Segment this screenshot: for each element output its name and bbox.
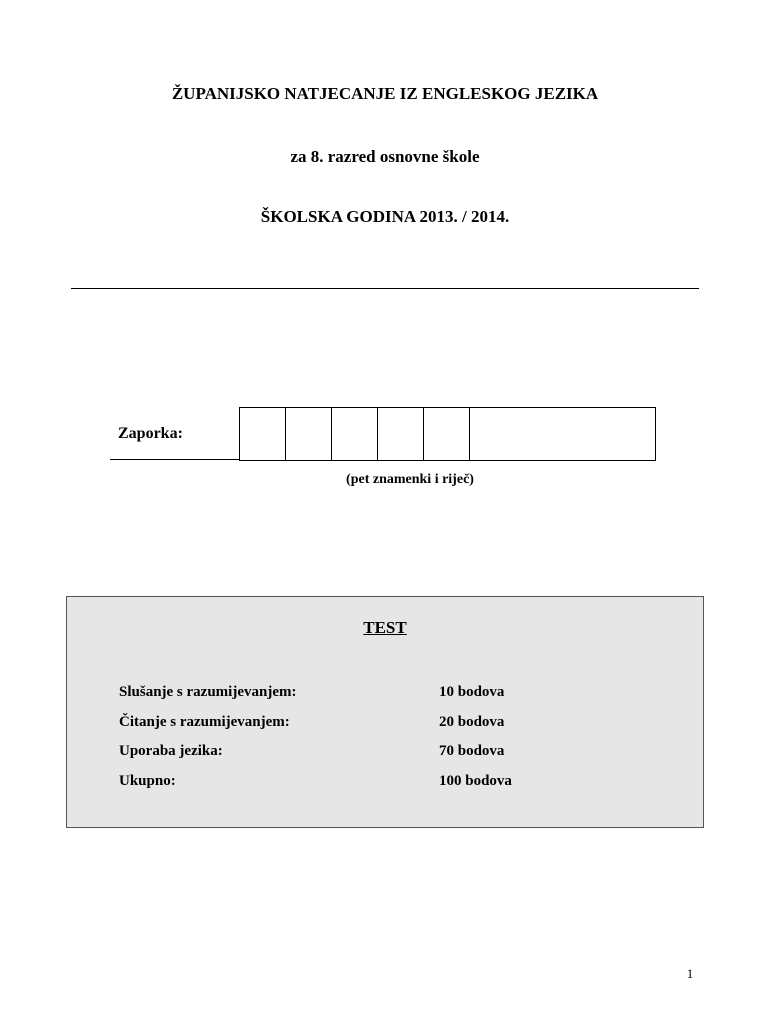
digit-box-2[interactable]	[286, 408, 332, 460]
page-number: 1	[686, 966, 694, 981]
score-value: 20 bodova	[439, 714, 505, 730]
score-label: Slušanje s razumijevanjem:	[119, 684, 297, 700]
score-value: 70 bodova	[439, 743, 505, 759]
horizontal-divider	[71, 288, 699, 289]
score-value: 10 bodova	[439, 684, 505, 700]
score-value: 100 bodova	[439, 773, 512, 789]
document-subtitle: za 8. razred osnovne škole	[290, 147, 480, 166]
score-label: Uporaba jezika:	[119, 743, 223, 759]
digit-box-5[interactable]	[424, 408, 470, 460]
zaporka-label: Zaporka:	[118, 425, 183, 442]
score-label: Čitanje s razumijevanjem:	[119, 714, 290, 730]
zaporka-hint: (pet znamenki i riječ)	[346, 472, 474, 487]
document-title: ŽUPANIJSKO NATJECANJE IZ ENGLESKOG JEZIKA	[171, 84, 599, 103]
test-title: TEST	[363, 618, 407, 637]
zaporka-code-boxes	[239, 407, 656, 461]
digit-box-1[interactable]	[240, 408, 286, 460]
score-label: Ukupno:	[119, 773, 176, 789]
digit-box-3[interactable]	[332, 408, 378, 460]
test-summary-panel	[66, 596, 704, 828]
school-year: ŠKOLSKA GODINA 2013. / 2014.	[260, 207, 510, 226]
digit-box-4[interactable]	[378, 408, 424, 460]
word-box[interactable]	[470, 408, 655, 460]
zaporka-underline	[110, 459, 240, 460]
